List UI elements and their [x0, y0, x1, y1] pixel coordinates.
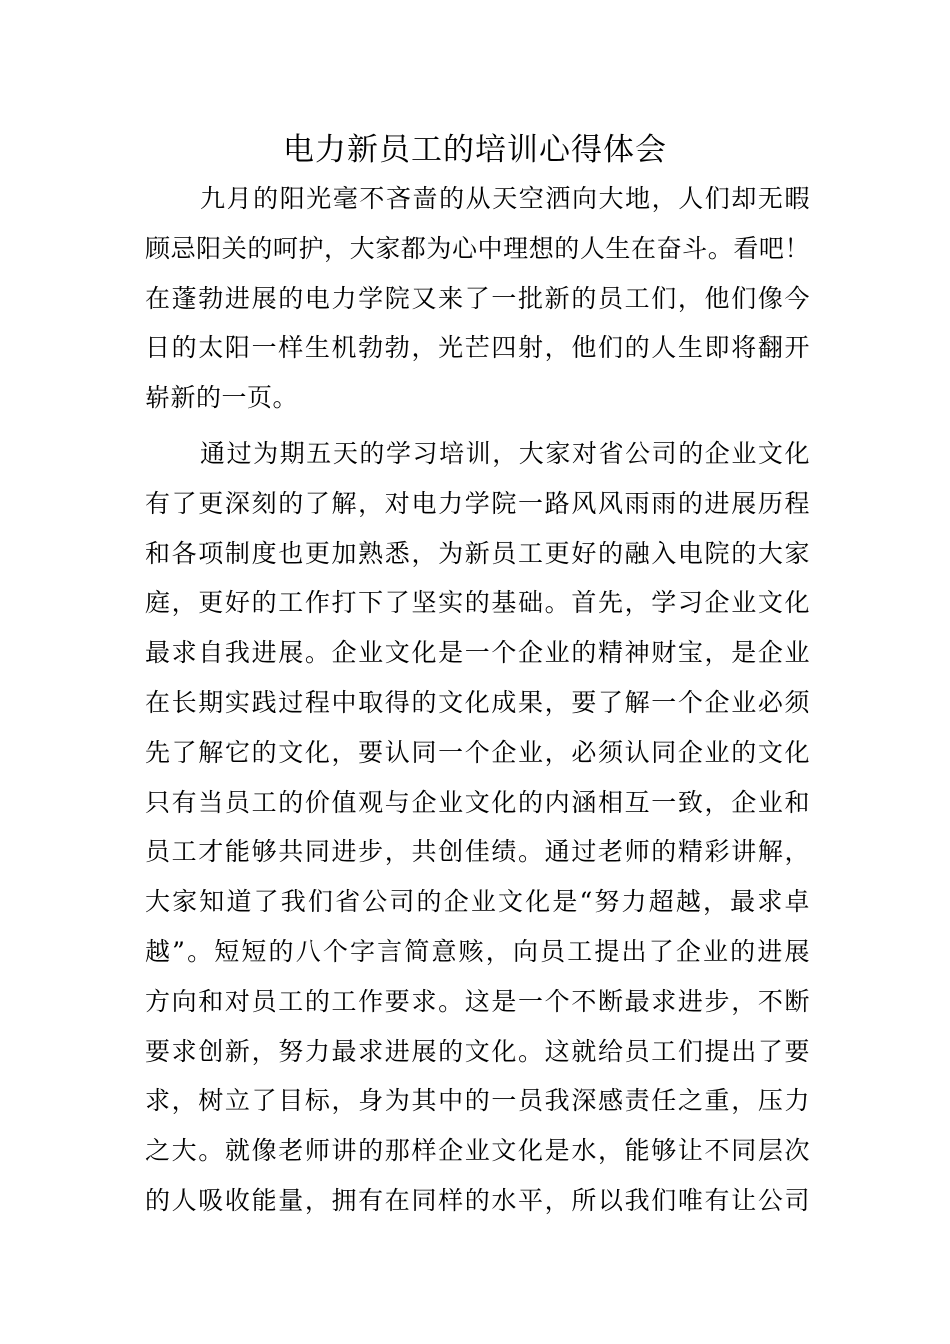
text-line: 先了解它的文化，要认同一个企业，必须认同企业的文化 — [145, 737, 810, 767]
text-line: 求，树立了目标，身为其中的一员我深感责任之重，压力 — [145, 1086, 810, 1116]
text-line: 方向和对员工的工作要求。这是一个不断最求进步，不断 — [145, 986, 810, 1016]
text-line: 九月的阳光毫不吝啬的从天空洒向大地，人们却无暇 — [200, 184, 810, 213]
text-line: 在蓬勃进展的电力学院又来了一批新的员工们，他们像今 — [145, 283, 810, 313]
text-line: 员工才能够共同进步，共创佳绩。通过老师的精彩讲解， — [145, 837, 810, 867]
text-line: 在长期实践过程中取得的文化成果，要了解一个企业必须 — [145, 687, 810, 717]
document-body — [145, 174, 810, 1226]
text-line: 只有当员工的价值观与企业文化的内涵相互一致，企业和 — [145, 787, 810, 817]
text-line: 越”。短短的八个字言简意赅，向员工提出了企业的进展 — [145, 936, 810, 966]
text-line: 大家知道了我们省公司的企业文化是“努力超越，最求卓 — [145, 887, 810, 917]
text-line: 的人吸收能量，拥有在同样的水平，所以我们唯有让公司 — [145, 1185, 810, 1215]
text-line: 最求自我进展。企业文化是一个企业的精神财宝，是企业 — [145, 638, 810, 668]
text-line: 和各项制度也更加熟悉，为新员工更好的融入电院的大家 — [145, 538, 810, 568]
page-title: 电力新员工的培训心得体会 — [283, 132, 667, 168]
text-line: 通过为期五天的学习培训，大家对省公司的企业文化 — [200, 438, 810, 468]
text-line: 庭，更好的工作打下了坚实的基础。首先，学习企业文化 — [145, 588, 810, 618]
paragraph-2 — [145, 429, 810, 1226]
text-line: 要求创新，努力最求进展的文化。这就给员工们提出了要 — [145, 1036, 810, 1066]
text-line: 日的太阳一样生机勃勃，光芒四射，他们的人生即将翻开 — [145, 333, 810, 363]
text-line: 有了更深刻的了解，对电力学院一路风风雨雨的进展历程 — [145, 488, 810, 518]
text-line: 之大。就像老师讲的那样企业文化是水，能够让不同层次 — [145, 1136, 810, 1166]
text-line: 崭新的一页。 — [145, 383, 299, 413]
text-line: 顾忌阳关的呵护，大家都为心中理想的人生在奋斗。看吧！ — [145, 233, 810, 263]
paragraph-1 — [145, 174, 810, 423]
